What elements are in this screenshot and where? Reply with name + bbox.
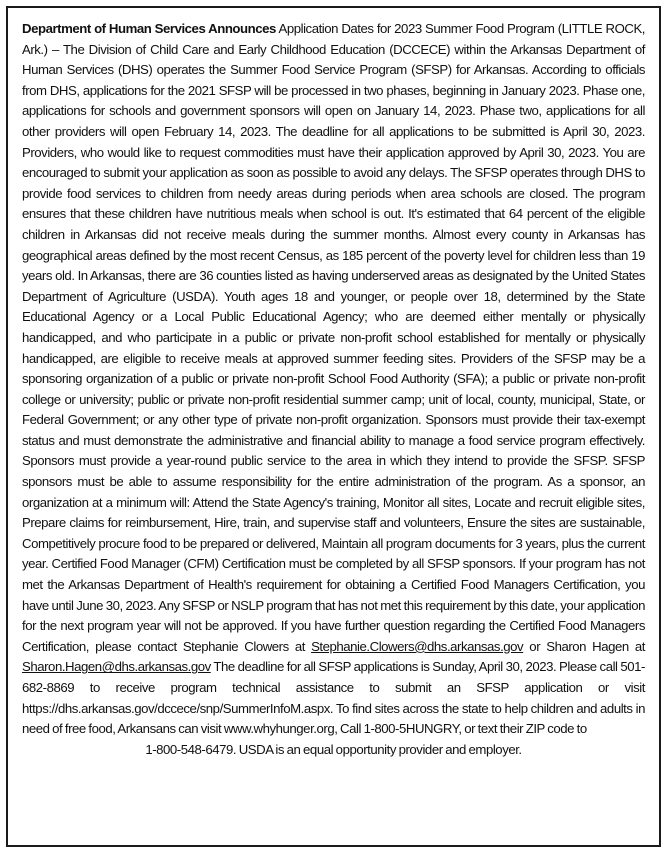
notice-headline: Department of Human Services Announces [22, 21, 276, 36]
notice-paragraph-tail: The deadline for all SFSP applications is Sunday, April 30, 2023. Please call 501-682-8869 to receive program technical assistance to submit an SFSP application or visit https://dhs.arkansas.gov/dccece/snp/SummerInfoM.aspx. To find sites across the state to help children and adults in need of free food, Arkansans can visit www.whyhunger.org, Call 1-800-5HUNGRY, or text their ZIP code to [22, 659, 645, 737]
email-link-stephanie-clowers[interactable]: Stephanie.Clowers@dhs.arkansas.gov [311, 638, 524, 654]
notice-connector-text: or Sharon Hagen at [523, 638, 645, 654]
notice-body [22, 19, 645, 760]
notice-box [6, 6, 661, 847]
email-link-sharon-hagen[interactable]: Sharon.Hagen@dhs.arkansas.gov [22, 659, 211, 675]
notice-closing-line: 1-800-548-6479. USDA is an equal opportunity provider and employer. [145, 741, 522, 757]
notice-paragraph-main: Application Dates for 2023 Summer Food Program (LITTLE ROCK, Ark.) – The Division of Child Care and Early Childhood Education (DCCECE) within the Arkansas Department of Human Services (DHS) operates the Summer Food Service Program (SFSP) for Arkansas. According to officials from DHS, applications for the 2021 SFSP will be processed in two phases, beginning in January 2023. Phase one, applications for schools and government sponsors will open on January 14, 2023. Phase two, applications for all other providers will open February 14, 2023. The deadline for all applications to be submitted is April 30, 2023. Providers, who would like to request commodities must have their application approved by April 30, 2023. You are encouraged to submit your application as soon as possible to avoid any delays. The SFSP operates through DHS to provide food services to children from needy areas during periods when area schools are closed. The program ensures that these children have nutritious meals when school is out. It's estimated that 64 percent of the eligible children in Arkansas did not receive meals during the summer months. Almost every county in Arkansas has geographical areas defined by the most recent Census, as 185 percent of the poverty level for children less than 19 years old. In Arkansas, there are 36 counties listed as having underserved areas as designated by the United States Department of Agriculture (USDA). Youth ages 18 and younger, or people over 18, determined by the State Educational Agency or a Local Public Educational Agency; who are deemed either mentally or physically handicapped, and who participate in a public or private non-profit school established for mentally or physically handicapped, are eligible to receive meals at approved summer feeding sites. Providers of the SFSP may be a sponsoring organization of a public or private non-profit School Food Authority (SFA); a public or private non-profit college or university; public or private non-profit residential summer camp; unit of local, county, municipal, State, or Federal Government; or any other type of private non-profit organization. Sponsors must provide their tax-exempt status and must demonstrate the administrative and financial ability to manage a food service program effectively. Sponsors must provide a year-round public service to the area in which they intend to provide the SFSP. SFSP sponsors must be able to assume responsibility for the entire administration of the program. As a sponsor, an organization at a minimum will: Attend the State Agency's training, Monitor all sites, Locate and recruit eligible sites, Prepare claims for reimbursement, Hire, train, and supervise staff and volunteers, Ensure the sites are sustainable, Competitively procure food to be prepared or delivered, Maintain all program documents for 3 years, plus the current year. Certified Food Manager (CFM) Certification must be completed by all SFSP sponsors. If your program has not met the Arkansas Department of Health's requirement for obtaining a Certified Food Managers Certification, you have until June 30, 2023. Any SFSP or NSLP program that has not met this requirement by this date, your application for the next program year will not be approved. If you have further question regarding the Certified Food Managers Certification, please contact Stephanie Clowers at [22, 21, 646, 654]
